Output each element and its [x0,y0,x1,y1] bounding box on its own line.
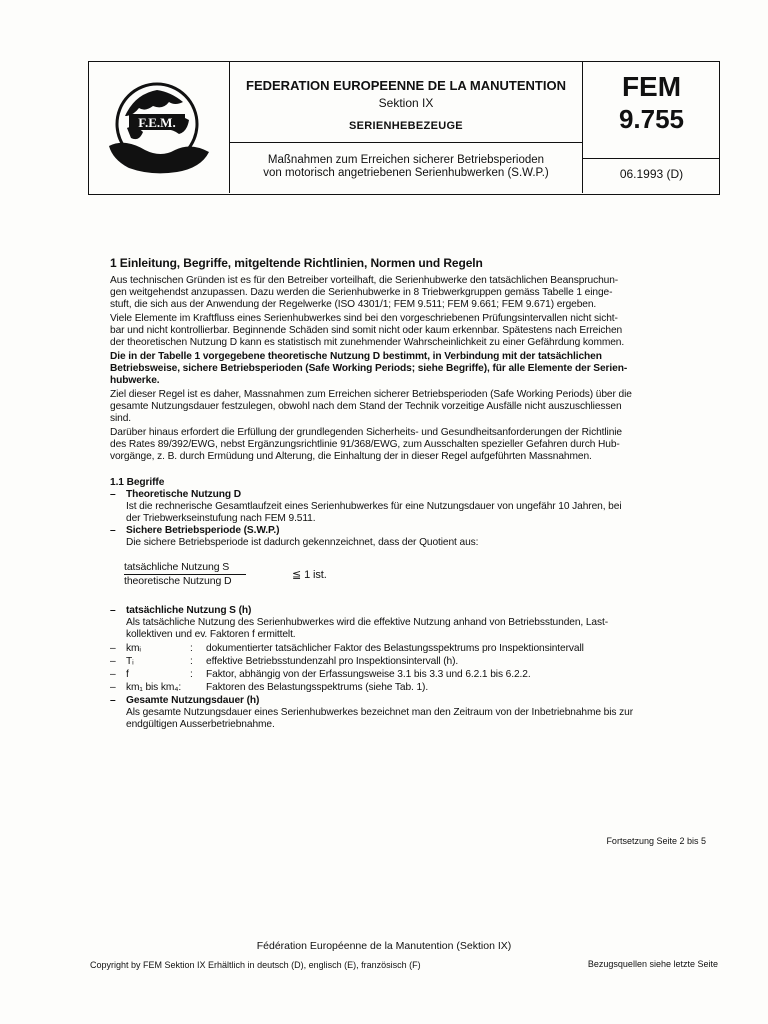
paragraph-5-line-3: vorgänge, z. B. durch Ermüdung und Alterung, die Einhaltung der in dieser Regel aufgeführten Massnahmen. [110,451,592,462]
document-title [230,154,582,179]
symbol-row-f [110,669,708,682]
document-body [110,257,708,731]
paragraph-4-line-3: sind. [110,413,132,424]
symbol: kmᵢ [126,643,141,654]
definition-body [110,537,708,549]
definition-sichere-betriebsperiode [110,525,708,537]
logo-cell [89,62,230,193]
fraction-denominator: theoretische Nutzung D [124,575,232,587]
symbol-row-kmi [110,643,708,656]
list-dash: – [110,489,116,500]
definition-term: tatsächliche Nutzung S (h) [126,605,252,616]
symbol-row-km1-km4 [110,682,708,695]
svg-text:F.E.M.: F.E.M. [138,115,176,130]
list-dash: – [110,605,116,616]
footer-sources: Bezugsquellen siehe letzte Seite [587,959,718,969]
symbol-colon: : [190,669,193,680]
list-dash: – [110,682,116,693]
footer-organization: Fédération Européenne de la Manutention (Sektion IX) [256,940,512,952]
definition-line: Ist die rechnerische Gesamtlaufzeit eines Serienhubwerkes für eine Nutzungsdauer von ungefähr 10 Jahren, bei [126,501,622,512]
symbol-description: dokumentierter tatsächlicher Faktor des Belastungsspektrums pro Inspektionsintervall [206,643,584,654]
section-name: SERIENHEBEZEUGE [349,120,463,132]
paragraph-5-line-2: des Rates 89/392/EWG, nebst Ergänzungsrichtlinie 91/368/EWG, zum Ausschalten spezieller Gefahren durch Hub- [110,439,620,450]
definition-term: Sichere Betriebsperiode (S.W.P.) [126,525,280,536]
definition-term: Gesamte Nutzungsdauer (h) [126,695,260,706]
paragraph-1-line-3: stuft, die sich aus der Anwendung der Regelwerke (ISO 4301/1; FEM 9.511; FEM 9.661; FEM 9.671) ergeben. [110,299,597,310]
definition-line: endgültigen Ausserbetriebnahme. [126,719,275,730]
fem-label: FEM [621,71,682,102]
definition-line: Die sichere Betriebsperiode ist dadurch gekennzeichnet, dass der Quotient aus: [126,537,479,548]
paragraph-3-line-1: Die in der Tabelle 1 vorgegebene theoretische Nutzung D bestimmt, in Verbindung mit der tatsächlichen [110,351,602,362]
symbol: Tᵢ [126,656,134,667]
definition-body [110,707,708,731]
symbol-description: Faktoren des Belastungsspektrums (siehe Tab. 1). [206,682,429,693]
paragraph-5-line-1: Darüber hinaus erfordert die Erfüllung der grundlegenden Sicherheits- und Gesundheitsanforderungen der Richtlinie [110,427,622,438]
sektion-label: Sektion IX [378,96,434,110]
definition-line: kollektiven und ev. Faktoren f ermittelt. [126,629,296,640]
paragraph-2-line-1: Viele Elemente im Kraftfluss eines Serienhubwerkes sind bei den vorgeschriebenen Prüfungsintervallen nicht sicht- [110,313,618,324]
list-dash: – [110,525,116,536]
organization-name: FEDERATION EUROPEENNE DE LA MANUTENTION [246,78,566,93]
list-dash: – [110,669,116,680]
definition-tatsaechliche-nutzung [110,605,708,617]
fraction-numerator: tatsächliche Nutzung S [124,561,230,573]
list-dash: – [110,643,116,654]
paragraph-2-line-3: der theoretischen Nutzung D kann es statistisch mit zunehmender Wahrscheinlichkeit zu einer Gefährdung kommen. [110,337,625,348]
paragraph-3-line-3: hubwerke. [110,375,160,386]
title-cell [230,62,582,193]
document-date: 06.1993 (D) [619,167,684,181]
paragraph-3-line-2: Betriebsweise, sichere Betriebsperioden (Safe Working Periods; siehe Begriffe), für alle Elemente der Serien- [110,363,628,374]
list-dash: – [110,695,116,706]
paragraph-4-line-1: Ziel dieser Regel ist es daher, Massnahmen zum Erreichen sicherer Betriebsperioden (Safe Working Periods) über die [110,389,632,400]
symbol: km₁ bis km₄: [126,682,182,693]
symbol-row-ti [110,656,708,669]
definition-theoretische-nutzung [110,489,708,501]
document-header [88,61,720,195]
symbol-description: effektive Betriebsstundenzahl pro Inspektionsintervall (h). [206,656,459,667]
symbol: f [126,669,129,680]
definition-term: Theoretische Nutzung D [126,489,241,500]
list-dash: – [110,656,116,667]
fem-divider [583,158,720,159]
definition-line: der Triebwerkseinstufung nach FEM 9.511. [126,513,316,524]
paragraph-1-line-1: Aus technischen Gründen ist es für den Betreiber vorteilhaft, die Serienhubwerke den tatsächlichen Beanspruchun- [110,275,619,286]
standard-number-cell [582,62,720,193]
document-title-line-1: Maßnahmen zum Erreichen sicherer Betriebsperioden [267,154,545,166]
paragraph-2-line-2: bar und nicht kontrollierbar. Beginnende Schäden sind somit nicht oder kaum erkennbar. Spätestens nach Erreichen [110,325,623,336]
definition-line: Als gesamte Nutzungsdauer eines Serienhubwerkes bezeichnet man den Zeitraum von der Inbetriebnahme bis zur [126,707,633,718]
fraction-relation: ≦ 1 ist. [292,569,327,581]
symbol-colon: : [190,656,193,667]
definition-body [110,617,708,641]
footer-copyright: Copyright by FEM Sektion IX Erhältlich in deutsch (D), englisch (E), französisch (F) [90,960,421,970]
definition-line: Als tatsächliche Nutzung des Serienhubwerkes wird die effektive Nutzung anhand von Betriebsstunden, Last- [126,617,608,628]
swp-quotient-formula [124,561,708,593]
title-divider [230,142,582,143]
definition-gesamte-nutzungsdauer [110,695,708,707]
continuation-note: Fortsetzung Seite 2 bis 5 [606,836,706,846]
section-heading-1: 1 Einleitung, Begriffe, mitgeltende Richtlinien, Normen und Regeln [110,256,483,270]
fem-globe-hands-logo [105,76,215,180]
symbol-colon: : [190,643,193,654]
fem-number: 9.755 [618,104,685,134]
definition-body [110,501,708,525]
document-title-line-2: von motorisch angetriebenen Serienhubwerken (S.W.P.) [263,166,549,179]
paragraph-4-line-2: gesamte Nutzungsdauer festzulegen, obwohl nach dem Stand der Technik vorzeitige Ausfälle nicht auszuschliessen [110,401,622,412]
symbol-description: Faktor, abhängig von der Erfassungsweise 3.1 bis 3.3 und 6.2.1 bis 6.2.2. [206,669,531,680]
section-heading-1-1: 1.1 Begriffe [110,477,165,488]
paragraph-1-line-2: gen weitgehendst anzupassen. Dazu werden die Serienhubwerke in 8 Triebwerkgruppen gemäss Tabelle 1 einge- [110,287,613,298]
